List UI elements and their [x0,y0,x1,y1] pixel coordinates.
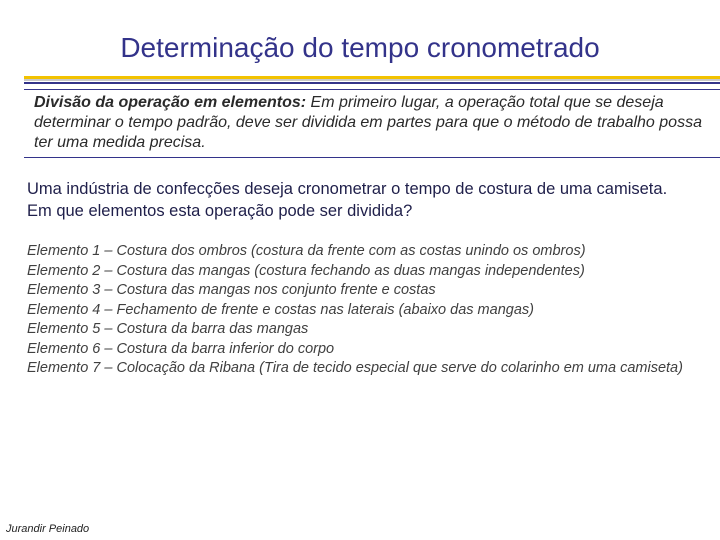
question-text: Uma indústria de confecções deseja cronometrar o tempo de costura de uma camiseta. Em que elementos esta operação pode ser dividida? [27,180,668,220]
title-underline-gray [24,79,720,81]
element-item-6: Elemento 6 – Costura da barra inferior do corpo [27,340,335,357]
elements-list [27,242,697,379]
author-footer: Jurandir Peinado [6,523,90,535]
element-item-5: Elemento 5 – Costura da barra das mangas [27,321,309,337]
title-underline-blue [24,82,720,84]
element-item-4: Elemento 4 – Fechamento de frente e costas nas laterais (abaixo das mangas) [27,301,534,318]
definition-text: Em primeiro lugar, a operação total que se deseja determinar o tempo padrão, deve ser dividida em partes para que o método de trabalho possa ter uma medida precisa. [34,94,702,151]
definition-box [24,89,720,158]
element-item-7: Elemento 7 – Colocação da Ribana (Tira de tecido especial que serve do colarinho em uma camiseta) [27,360,683,376]
element-item-3: Elemento 3 – Costura das mangas nos conjunto frente e costas [27,282,436,298]
slide-title: Determinação do tempo cronometrado [120,32,600,63]
element-item-1: Elemento 1 – Costura dos ombros (costura da frente com as costas unindo os ombros) [27,243,586,259]
definition-term: Divisão da operação em elementos: [34,94,307,111]
element-item-2: Elemento 2 – Costura das mangas (costura fechando as duas mangas independentes) [27,262,585,279]
